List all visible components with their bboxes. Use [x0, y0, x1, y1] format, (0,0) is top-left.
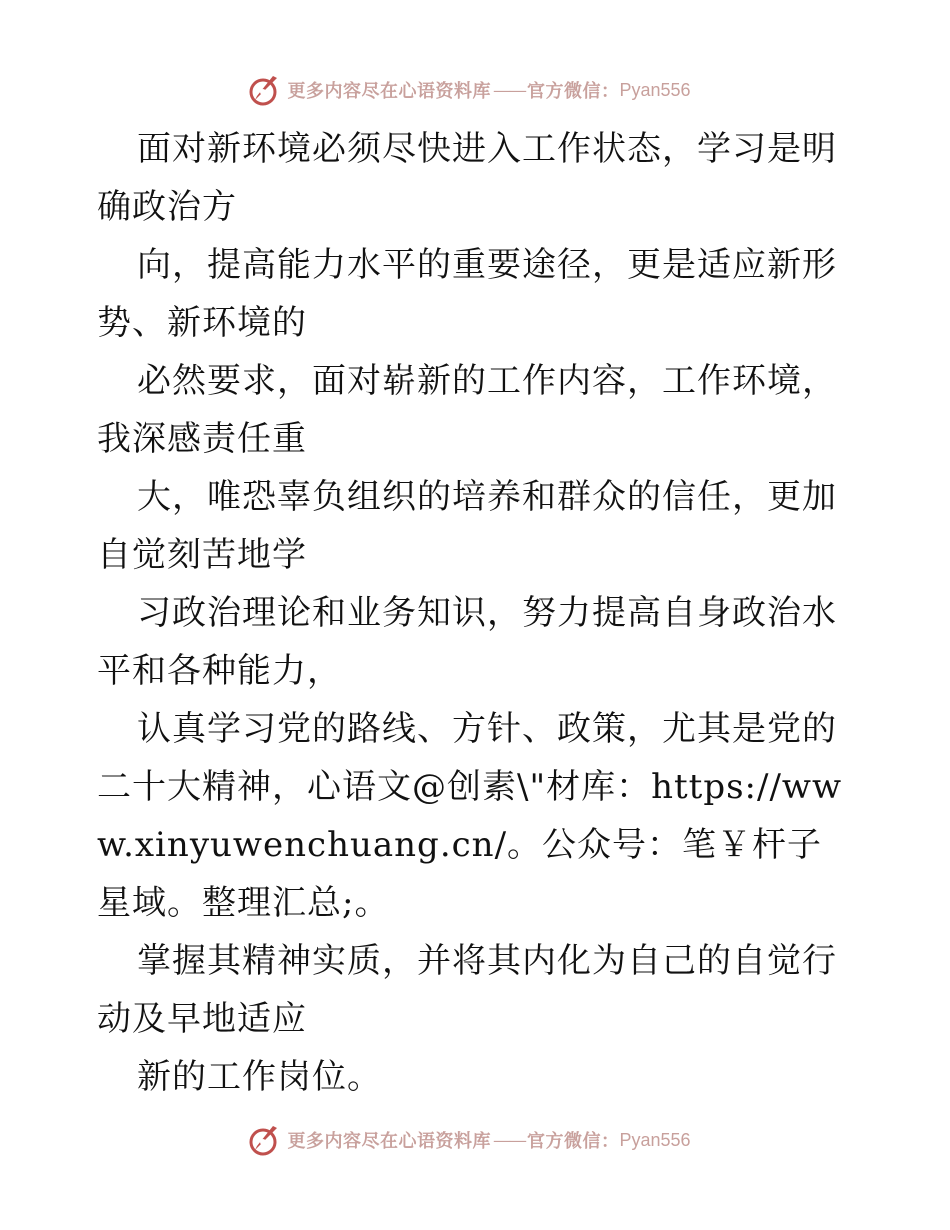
watermark-text: 更多内容尽在心语资料库 [287, 1131, 491, 1152]
document-body [97, 120, 857, 1106]
paragraph-1: 面对新环境必须尽快进入工作状态，学习是明确政治方 [97, 129, 837, 227]
watermark-dash: —— [492, 79, 525, 101]
quill-logo-icon [247, 72, 283, 108]
watermark-text: 更多内容尽在心语资料库 [287, 81, 491, 102]
paragraph-4: 大，唯恐辜负组织的培养和群众的信任，更加自觉刻苦地学 [97, 477, 837, 575]
footer-watermark [0, 1120, 950, 1160]
header-watermark [0, 70, 950, 110]
watermark-wechat-id: Pyan556 [619, 79, 691, 100]
watermark-wechat-label: 官方微信： [526, 81, 620, 102]
paragraph-2: 向，提高能力水平的重要途径，更是适应新形势、新环境的 [97, 245, 837, 343]
watermark-wechat-id: Pyan556 [619, 1129, 691, 1150]
paragraph-6: 认真学习党的路线、方针、政策，尤其是党的二十大精神，心语文@创素\"材库：https://www.xinyuwenchuang.cn/。公众号：笔￥杆子星域。整理汇总;。 [97, 709, 843, 923]
quill-logo-icon [247, 1122, 283, 1158]
watermark-dash: —— [492, 1129, 525, 1151]
paragraph-8: 新的工作岗位。 [137, 1057, 382, 1097]
paragraph-7: 掌握其精神实质，并将其内化为自己的自觉行动及早地适应 [97, 941, 837, 1039]
watermark-wechat-label: 官方微信： [526, 1131, 620, 1152]
paragraph-3: 必然要求，面对崭新的工作内容，工作环境，我深感责任重 [97, 361, 837, 459]
paragraph-5: 习政治理论和业务知识，努力提高自身政治水平和各种能力， [97, 593, 837, 691]
